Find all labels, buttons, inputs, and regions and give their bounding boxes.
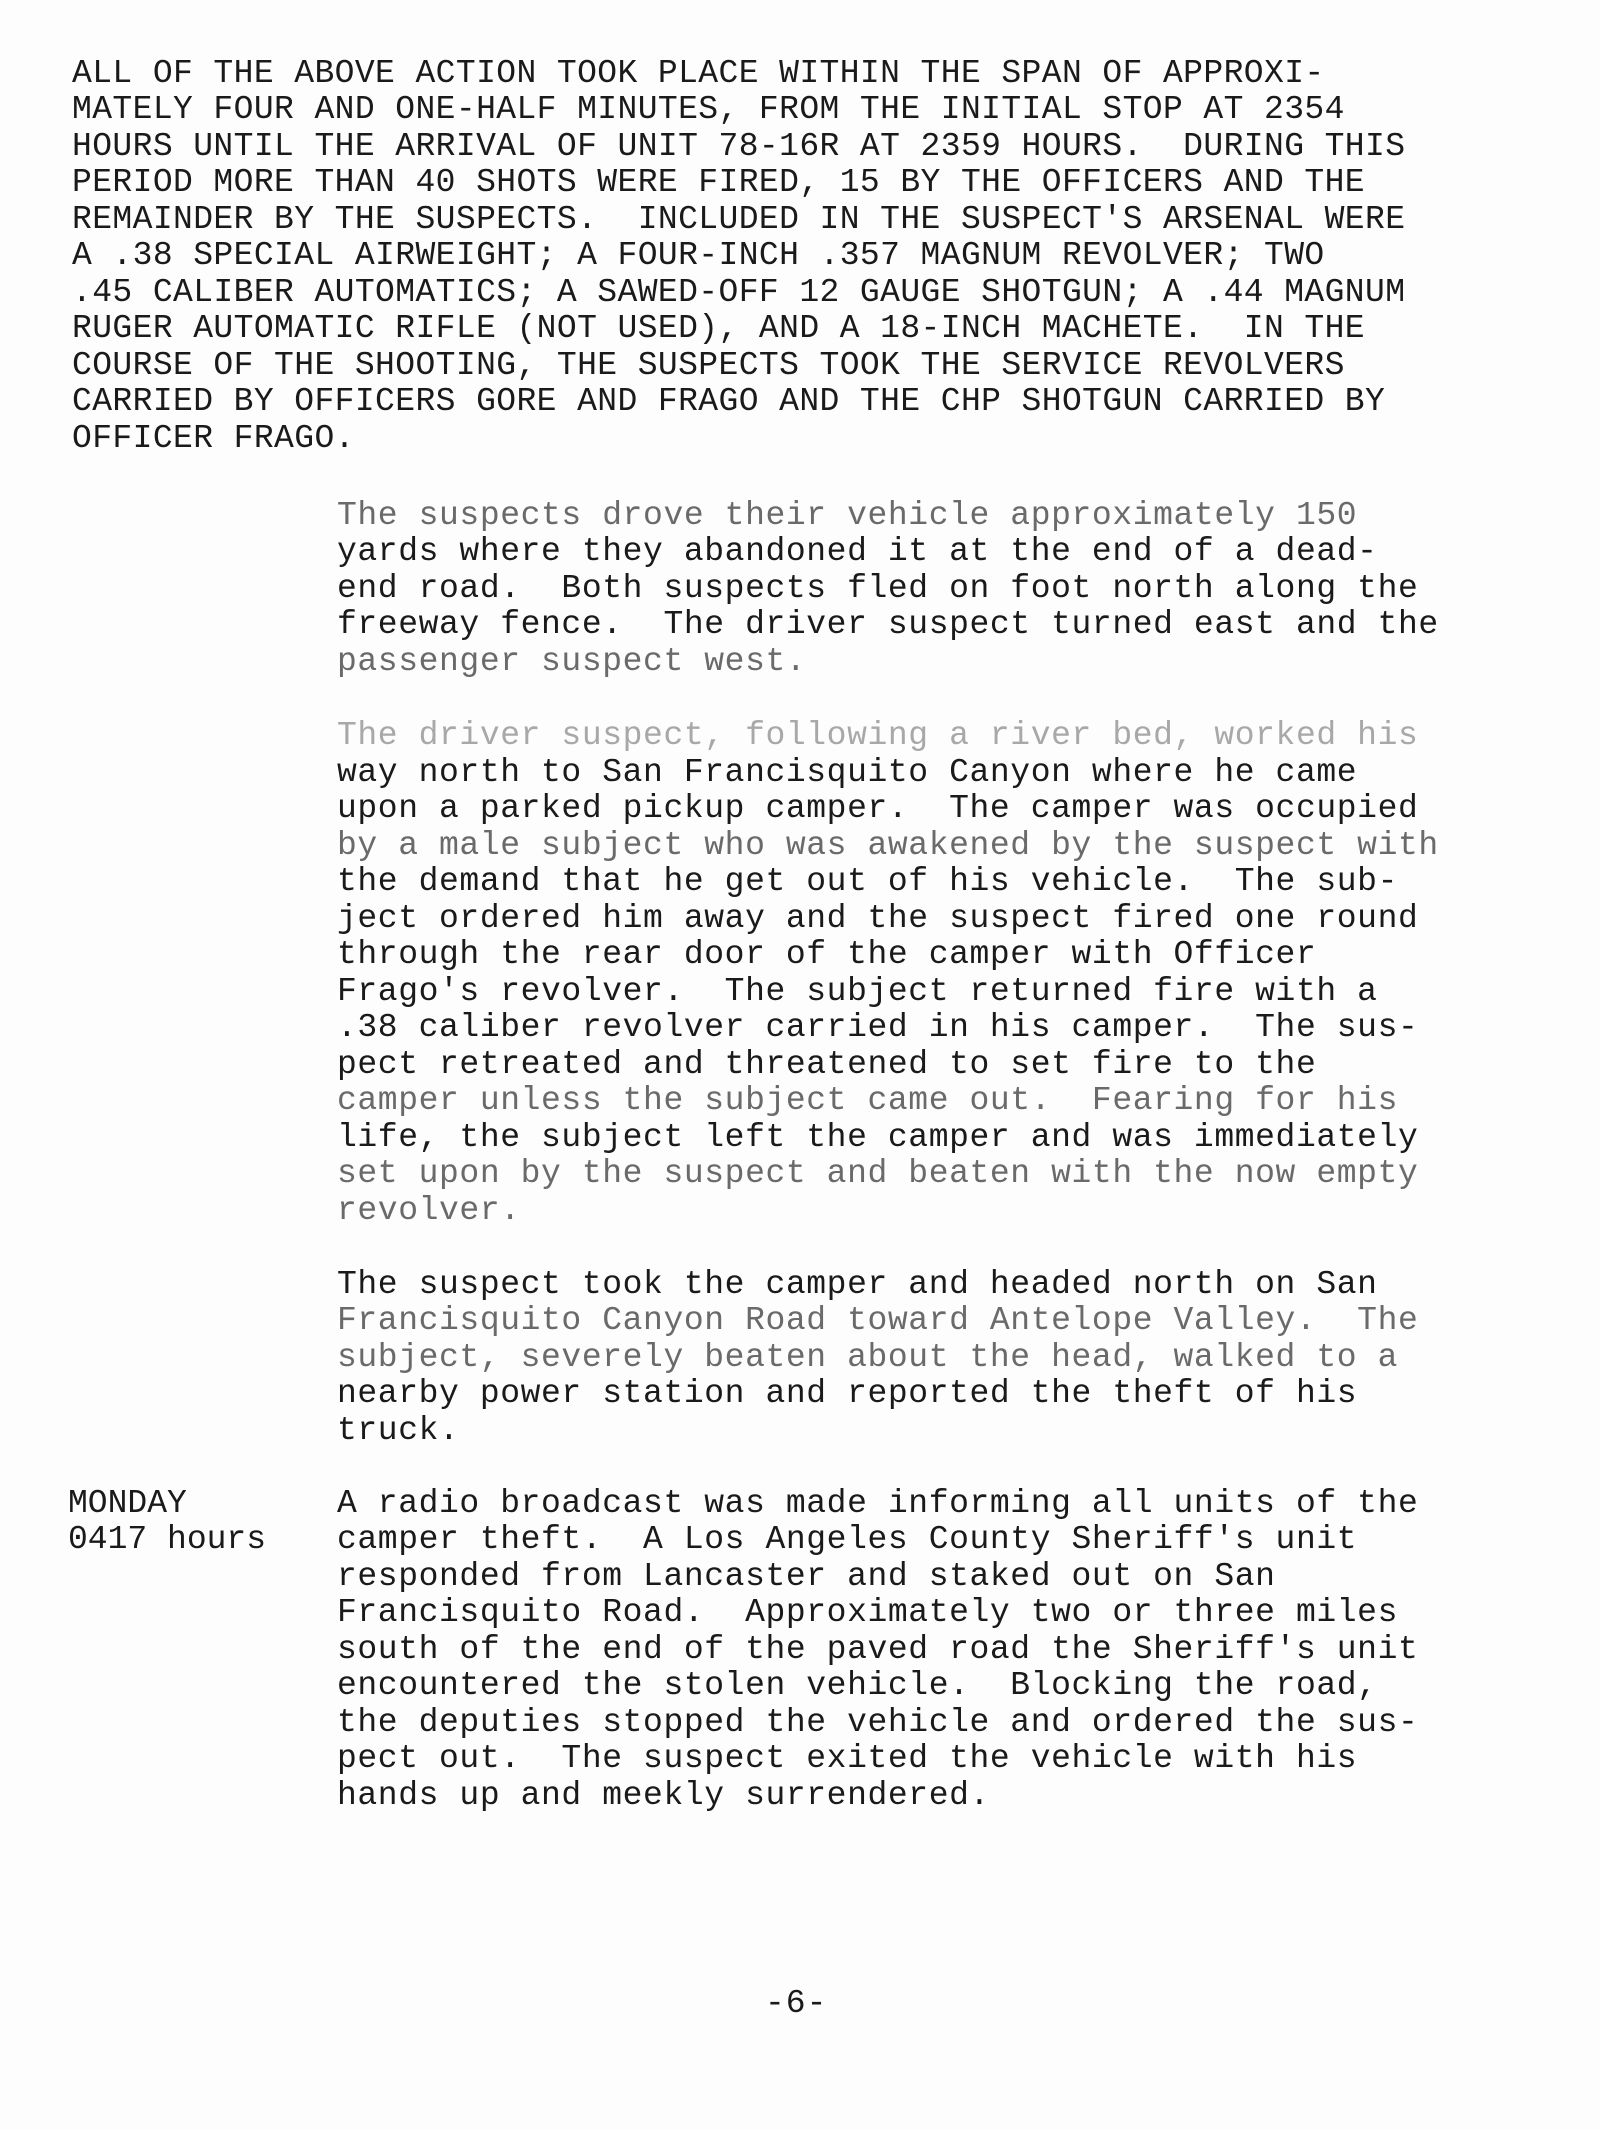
text-line: freeway fence. The driver suspect turned east and the <box>337 606 1439 643</box>
text-line: life, the subject left the camper and was immediately <box>337 1119 1419 1156</box>
text-line: pect retreated and threatened to set fire to the <box>337 1046 1317 1083</box>
text-line: nearby power station and reported the theft of his <box>337 1375 1358 1412</box>
text-line: camper theft. A Los Angeles County Sheriff's unit <box>337 1521 1358 1558</box>
text-line: CARRIED BY OFFICERS GORE AND FRAGO AND THE CHP SHOTGUN CARRIED BY <box>72 383 1386 420</box>
text-line: RUGER AUTOMATIC RIFLE (NOT USED), AND A 18-INCH MACHETE. IN THE <box>72 310 1366 347</box>
text-line: by a male subject who was awakened by the suspect with <box>337 827 1439 864</box>
text-line: MATELY FOUR AND ONE-HALF MINUTES, FROM THE INITIAL STOP AT 2354 <box>72 91 1345 128</box>
text-line: through the rear door of the camper with Officer <box>337 936 1317 973</box>
text-line: truck. <box>337 1412 460 1449</box>
day-label: MONDAY <box>68 1485 187 1522</box>
text-line: set upon by the suspect and beaten with the now empty <box>337 1155 1419 1192</box>
text-line: COURSE OF THE SHOOTING, THE SUSPECTS TOOK THE SERVICE REVOLVERS <box>72 347 1345 384</box>
text-line: The suspects drove their vehicle approximately 150 <box>337 497 1358 534</box>
text-line: south of the end of the paved road the Sheriff's unit <box>337 1631 1419 1668</box>
text-line: passenger suspect west. <box>337 643 807 680</box>
text-line: A .38 SPECIAL AIRWEIGHT; A FOUR-INCH .357 MAGNUM REVOLVER; TWO <box>72 237 1325 274</box>
page-number: -6- <box>765 1985 828 2022</box>
text-line: The suspect took the camper and headed north on San <box>337 1266 1378 1303</box>
text-line: .38 caliber revolver carried in his camper. The sus- <box>337 1009 1419 1046</box>
time-label-hours: 0417 hours <box>68 1521 267 1558</box>
text-line: way north to San Francisquito Canyon where he came <box>337 754 1358 791</box>
text-line: revolver. <box>337 1192 521 1229</box>
text-line: ject ordered him away and the suspect fired one round <box>337 900 1419 937</box>
text-line: upon a parked pickup camper. The camper was occupied <box>337 790 1419 827</box>
text-line: yards where they abandoned it at the end of a dead- <box>337 533 1378 570</box>
text-line: pect out. The suspect exited the vehicle with his <box>337 1740 1358 1777</box>
text-line: hands up and meekly surrendered. <box>337 1777 990 1814</box>
text-line: Francisquito Road. Approximately two or three miles <box>337 1594 1398 1631</box>
text-line: A radio broadcast was made informing all units of the <box>337 1485 1419 1522</box>
text-line: the deputies stopped the vehicle and ordered the sus- <box>337 1704 1419 1741</box>
text-line: HOURS UNTIL THE ARRIVAL OF UNIT 78-16R AT 2359 HOURS. DURING THIS <box>72 128 1406 165</box>
text-line: subject, severely beaten about the head, walked to a <box>337 1339 1398 1376</box>
text-line: OFFICER FRAGO. <box>72 420 355 457</box>
text-line: the demand that he get out of his vehicle. The sub- <box>337 863 1398 900</box>
text-line: The driver suspect, following a river bed, worked his <box>337 717 1419 754</box>
text-line: end road. Both suspects fled on foot north along the <box>337 570 1419 607</box>
text-line: Francisquito Canyon Road toward Antelope Valley. The <box>337 1302 1419 1339</box>
text-line: .45 CALIBER AUTOMATICS; A SAWED-OFF 12 GAUGE SHOTGUN; A .44 MAGNUM <box>72 274 1406 311</box>
text-line: Frago's revolver. The subject returned fire with a <box>337 973 1378 1010</box>
text-line: PERIOD MORE THAN 40 SHOTS WERE FIRED, 15 BY THE OFFICERS AND THE <box>72 164 1366 201</box>
text-line: camper unless the subject came out. Fearing for his <box>337 1082 1398 1119</box>
text-line: responded from Lancaster and staked out on San <box>337 1558 1276 1595</box>
text-line: REMAINDER BY THE SUSPECTS. INCLUDED IN THE SUSPECT'S ARSENAL WERE <box>72 201 1406 238</box>
text-line: encountered the stolen vehicle. Blocking the road, <box>337 1667 1378 1704</box>
text-line: ALL OF THE ABOVE ACTION TOOK PLACE WITHIN THE SPAN OF APPROXI- <box>72 55 1325 92</box>
